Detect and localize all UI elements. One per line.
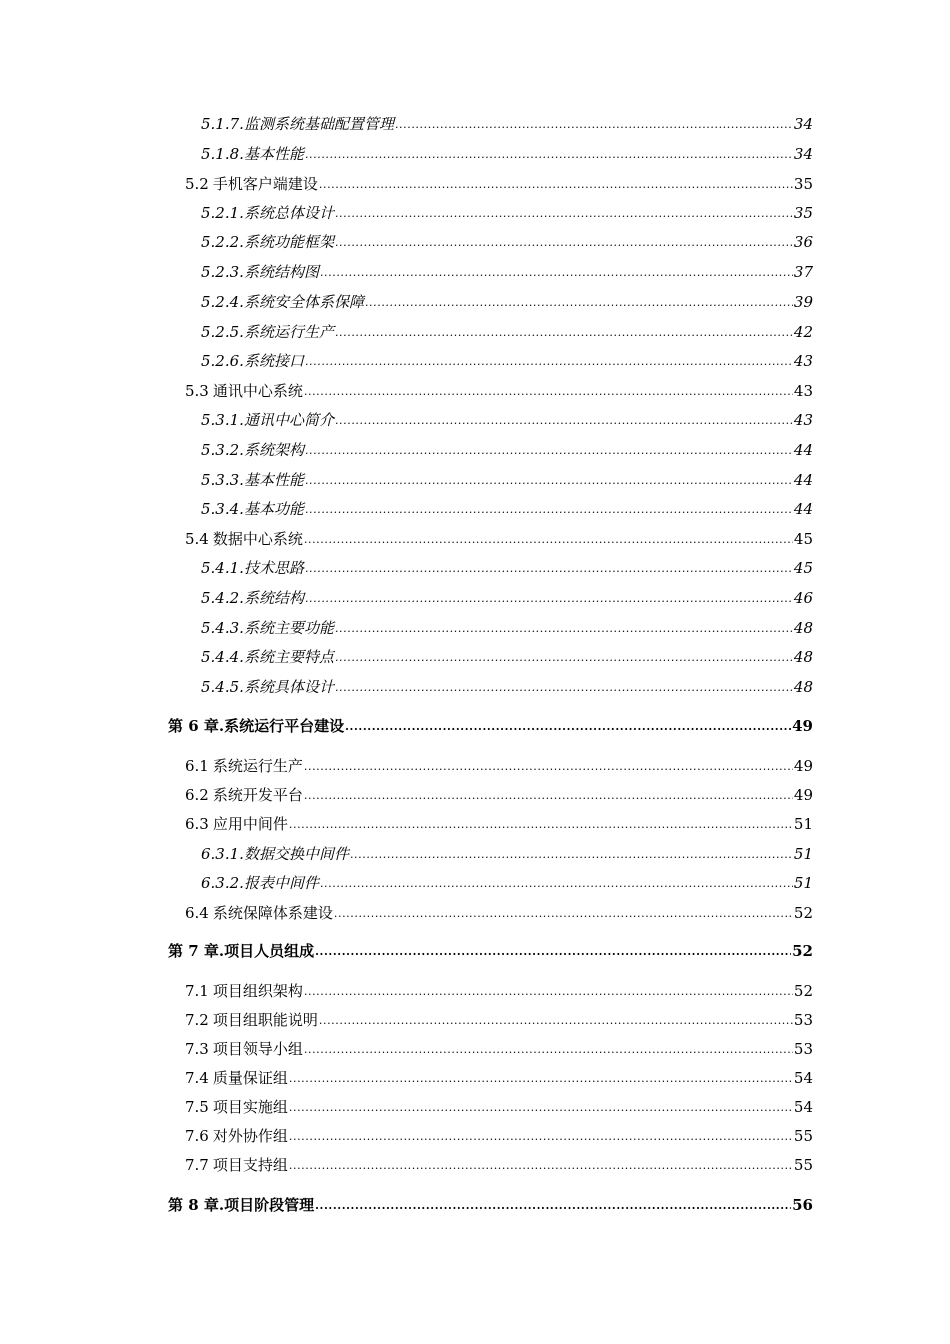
dot-leader bbox=[335, 208, 793, 222]
toc-entry-page: 49 bbox=[793, 786, 813, 804]
toc-entry-title: 基本功能 bbox=[243, 500, 304, 518]
toc-entry-page: 35 bbox=[793, 204, 813, 222]
toc-entry-number: 5.4.5. bbox=[201, 678, 244, 696]
toc-entry-title: 系统安全体系保障 bbox=[243, 293, 364, 311]
toc-entry-number: 7.4 bbox=[185, 1069, 209, 1087]
toc-entry-title: 应用中间件 bbox=[212, 815, 288, 833]
toc-entry[interactable] bbox=[201, 870, 813, 892]
toc-entry-page: 49 bbox=[792, 717, 813, 735]
dot-leader bbox=[305, 504, 793, 518]
toc-entry-page: 35 bbox=[793, 175, 813, 193]
dot-leader bbox=[335, 237, 793, 251]
toc-entry-title: 系统保障体系建设 bbox=[212, 904, 333, 922]
dot-leader bbox=[304, 790, 793, 804]
dot-leader bbox=[304, 1044, 793, 1058]
toc-entry-number: 7.6 bbox=[185, 1127, 209, 1145]
toc-entry-page: 51 bbox=[793, 815, 813, 833]
dot-leader bbox=[335, 682, 793, 696]
toc-entry-number: 5.4 bbox=[185, 530, 209, 548]
dot-leader bbox=[319, 179, 793, 193]
toc-entry[interactable] bbox=[201, 111, 813, 133]
toc-entry[interactable] bbox=[201, 644, 813, 666]
toc-entry-title: 系统架构 bbox=[243, 441, 304, 459]
dot-leader bbox=[305, 593, 793, 607]
toc-entry-number: 第 6 章. bbox=[168, 717, 225, 735]
toc-entry[interactable] bbox=[185, 1094, 813, 1116]
toc-entry-title: 项目支持组 bbox=[212, 1156, 288, 1174]
toc-entry-number: 6.3.2. bbox=[201, 874, 244, 892]
dot-leader bbox=[305, 356, 793, 370]
toc-entry-page: 49 bbox=[793, 757, 813, 775]
toc-entry[interactable] bbox=[201, 615, 813, 637]
toc-entry-title: 报表中间件 bbox=[243, 874, 319, 892]
toc-entry[interactable] bbox=[168, 938, 813, 960]
toc-entry-page: 44 bbox=[793, 441, 813, 459]
toc-entry-page: 45 bbox=[793, 559, 813, 577]
toc-entry-number: 5.2.3. bbox=[201, 263, 244, 281]
toc-entry-number: 5.4.2. bbox=[201, 589, 244, 607]
toc-entry-title: 系统主要特点 bbox=[243, 648, 334, 666]
dot-leader bbox=[319, 1015, 793, 1029]
dot-leader bbox=[305, 563, 793, 577]
toc-entry-page: 48 bbox=[793, 648, 813, 666]
toc-entry-number: 7.7 bbox=[185, 1156, 209, 1174]
toc-entry-page: 52 bbox=[792, 942, 813, 960]
toc-entry-page: 42 bbox=[793, 323, 813, 341]
toc-entry-title: 基本性能 bbox=[243, 471, 304, 489]
toc-entry-page: 43 bbox=[793, 352, 813, 370]
toc-entry-title: 通讯中心简介 bbox=[243, 411, 334, 429]
toc-entry[interactable] bbox=[201, 585, 813, 607]
toc-entry-page: 44 bbox=[793, 471, 813, 489]
toc-entry-page: 44 bbox=[793, 500, 813, 518]
toc-entry-page: 54 bbox=[793, 1069, 813, 1087]
toc-entry-number: 7.1 bbox=[185, 982, 209, 1000]
toc-entry-page: 51 bbox=[793, 874, 813, 892]
toc-entry-number: 第 8 章. bbox=[168, 1196, 225, 1214]
toc-entry[interactable] bbox=[185, 753, 813, 775]
toc-entry[interactable] bbox=[185, 1152, 813, 1174]
toc-entry-title: 监测系统基础配置管理 bbox=[243, 115, 394, 133]
toc-entry-title: 质量保证组 bbox=[212, 1069, 288, 1087]
toc-entry[interactable] bbox=[185, 900, 813, 922]
toc-entry-title: 系统结构 bbox=[243, 589, 304, 607]
toc-entry-number: 第 7 章. bbox=[168, 942, 225, 960]
dot-leader bbox=[305, 475, 793, 489]
toc-entry-number: 5.1.8. bbox=[201, 145, 244, 163]
dot-leader bbox=[345, 721, 791, 735]
toc-entry-title: 系统主要功能 bbox=[243, 619, 334, 637]
toc-entry-page: 48 bbox=[793, 678, 813, 696]
dot-leader bbox=[335, 415, 793, 429]
toc-entry[interactable] bbox=[185, 378, 813, 400]
toc-entry[interactable] bbox=[201, 348, 813, 370]
dot-leader bbox=[315, 1200, 791, 1214]
toc-entry-title: 项目人员组成 bbox=[224, 942, 315, 960]
toc-entry[interactable] bbox=[201, 437, 813, 459]
toc-entry-title: 技术思路 bbox=[243, 559, 304, 577]
toc-entry[interactable] bbox=[201, 555, 813, 577]
toc-entry-number: 7.3 bbox=[185, 1040, 209, 1058]
toc-entry-number: 5.2.2. bbox=[201, 233, 244, 251]
dot-leader bbox=[289, 819, 793, 833]
toc-entry-number: 6.1 bbox=[185, 757, 209, 775]
dot-leader bbox=[304, 986, 793, 1000]
toc-entry[interactable] bbox=[185, 811, 813, 833]
toc-entry[interactable] bbox=[201, 289, 813, 311]
toc-entry-title: 基本性能 bbox=[243, 145, 304, 163]
toc-entry[interactable] bbox=[201, 200, 813, 222]
toc-entry-page: 37 bbox=[793, 263, 813, 281]
toc-entry-title: 数据中心系统 bbox=[212, 530, 303, 548]
toc-entry-title: 系统接口 bbox=[243, 352, 304, 370]
toc-entry-title: 对外协作组 bbox=[212, 1127, 288, 1145]
toc-entry-title: 项目组职能说明 bbox=[212, 1011, 318, 1029]
dot-leader bbox=[320, 267, 793, 281]
dot-leader bbox=[335, 623, 793, 637]
toc-entry[interactable] bbox=[201, 229, 813, 251]
toc-entry[interactable] bbox=[185, 1123, 813, 1145]
toc-entry-page: 34 bbox=[793, 145, 813, 163]
dot-leader bbox=[315, 946, 791, 960]
dot-leader bbox=[305, 149, 793, 163]
toc-entry-title: 数据交换中间件 bbox=[243, 845, 349, 863]
dot-leader bbox=[289, 1160, 793, 1174]
dot-leader bbox=[334, 908, 793, 922]
toc-entry-title: 系统结构图 bbox=[243, 263, 319, 281]
toc-entry[interactable] bbox=[201, 141, 813, 163]
toc-entry-page: 46 bbox=[793, 589, 813, 607]
toc-entry-number: 5.2.4. bbox=[201, 293, 244, 311]
toc-entry-number: 6.2 bbox=[185, 786, 209, 804]
toc-entry-title: 系统总体设计 bbox=[243, 204, 334, 222]
toc-entry-page: 55 bbox=[793, 1156, 813, 1174]
toc-entry-page: 52 bbox=[793, 904, 813, 922]
toc-entry[interactable] bbox=[185, 1036, 813, 1058]
toc-entry[interactable] bbox=[185, 171, 813, 193]
toc-entry[interactable] bbox=[201, 319, 813, 341]
toc-entry-page: 54 bbox=[793, 1098, 813, 1116]
toc-entry-number: 5.3.4. bbox=[201, 500, 244, 518]
toc-entry-page: 45 bbox=[793, 530, 813, 548]
dot-leader bbox=[335, 652, 793, 666]
toc-entry-number: 5.2.6. bbox=[201, 352, 244, 370]
toc-entry-number: 6.3 bbox=[185, 815, 209, 833]
toc-entry-title: 系统功能框架 bbox=[243, 233, 334, 251]
toc-entry[interactable] bbox=[168, 713, 813, 735]
toc-entry-number: 5.2.1. bbox=[201, 204, 244, 222]
dot-leader bbox=[305, 445, 793, 459]
toc-entry-number: 5.4.1. bbox=[201, 559, 244, 577]
toc-entry[interactable] bbox=[185, 782, 813, 804]
toc-entry-page: 51 bbox=[793, 845, 813, 863]
dot-leader bbox=[289, 1073, 793, 1087]
toc-entry[interactable] bbox=[185, 1007, 813, 1029]
toc-entry-page: 43 bbox=[793, 411, 813, 429]
toc-entry[interactable] bbox=[201, 496, 813, 518]
dot-leader bbox=[335, 327, 793, 341]
toc-entry-title: 系统运行平台建设 bbox=[224, 717, 345, 735]
toc-entry-title: 系统开发平台 bbox=[212, 786, 303, 804]
toc-entry[interactable] bbox=[185, 1065, 813, 1087]
toc-entry[interactable] bbox=[201, 674, 813, 696]
toc-entry-title: 手机客户端建设 bbox=[212, 175, 318, 193]
toc-entry-number: 5.1.7. bbox=[201, 115, 244, 133]
toc-entry-number: 5.3.1. bbox=[201, 411, 244, 429]
dot-leader bbox=[289, 1102, 793, 1116]
toc-entry-number: 5.3.3. bbox=[201, 471, 244, 489]
toc-entry-number: 5.3 bbox=[185, 382, 209, 400]
toc-entry-number: 6.4 bbox=[185, 904, 209, 922]
toc-entry-page: 52 bbox=[793, 982, 813, 1000]
toc-entry-title: 项目领导小组 bbox=[212, 1040, 303, 1058]
toc-entry[interactable] bbox=[168, 1192, 813, 1214]
toc-entry-title: 项目组织架构 bbox=[212, 982, 303, 1000]
toc-entry-page: 36 bbox=[793, 233, 813, 251]
toc-entry[interactable] bbox=[201, 259, 813, 281]
toc-entry-number: 7.2 bbox=[185, 1011, 209, 1029]
toc-entry[interactable] bbox=[201, 841, 813, 863]
toc-entry[interactable] bbox=[185, 526, 813, 548]
dot-leader bbox=[304, 761, 793, 775]
toc-entry-page: 43 bbox=[793, 382, 813, 400]
toc-entry-title: 系统运行生产 bbox=[243, 323, 334, 341]
dot-leader bbox=[365, 297, 793, 311]
toc-entry-title: 系统运行生产 bbox=[212, 757, 303, 775]
toc-entry[interactable] bbox=[185, 978, 813, 1000]
toc-entry-title: 系统具体设计 bbox=[243, 678, 334, 696]
toc-entry-title: 项目实施组 bbox=[212, 1098, 288, 1116]
dot-leader bbox=[304, 534, 793, 548]
toc-entry-number: 5.4.4. bbox=[201, 648, 244, 666]
toc-entry-page: 55 bbox=[793, 1127, 813, 1145]
toc-entry-title: 通讯中心系统 bbox=[212, 382, 303, 400]
toc-entry-page: 53 bbox=[793, 1040, 813, 1058]
toc-entry-number: 5.2.5. bbox=[201, 323, 244, 341]
toc-entry-number: 5.3.2. bbox=[201, 441, 244, 459]
toc-entry-page: 39 bbox=[793, 293, 813, 311]
toc-entry-title: 项目阶段管理 bbox=[224, 1196, 315, 1214]
toc-entry[interactable] bbox=[201, 467, 813, 489]
toc-entry-page: 56 bbox=[792, 1196, 813, 1214]
toc-entry[interactable] bbox=[201, 407, 813, 429]
dot-leader bbox=[320, 878, 793, 892]
toc-entry-number: 5.2 bbox=[185, 175, 209, 193]
dot-leader bbox=[304, 386, 793, 400]
toc-entry-page: 48 bbox=[793, 619, 813, 637]
toc-entry-number: 6.3.1. bbox=[201, 845, 244, 863]
toc-entry-page: 34 bbox=[793, 115, 813, 133]
toc-entry-page: 53 bbox=[793, 1011, 813, 1029]
toc-entry-number: 7.5 bbox=[185, 1098, 209, 1116]
dot-leader bbox=[395, 119, 793, 133]
dot-leader bbox=[350, 849, 793, 863]
dot-leader bbox=[289, 1131, 793, 1145]
toc-entry-number: 5.4.3. bbox=[201, 619, 244, 637]
